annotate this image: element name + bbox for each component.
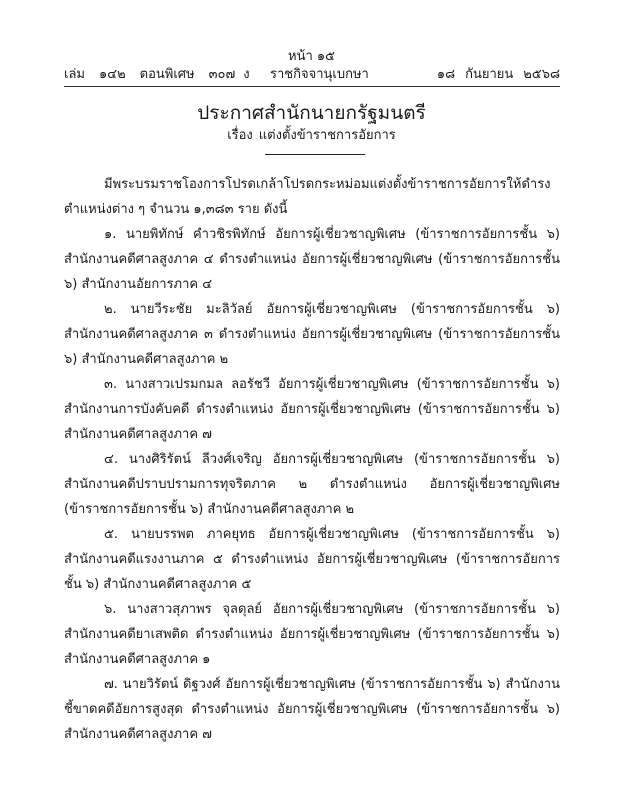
appointment-entry bbox=[64, 297, 560, 372]
publication-date bbox=[427, 66, 560, 84]
section-number: ๓๐๗ bbox=[208, 67, 236, 82]
document-body bbox=[64, 172, 560, 747]
entry-number: ๖. bbox=[104, 602, 117, 617]
volume-number: ๑๔๒ bbox=[98, 67, 126, 82]
subject-text: แต่งตั้งข้าราชการอัยการ bbox=[258, 128, 396, 143]
gazette-running-header bbox=[64, 66, 560, 87]
document-subject bbox=[0, 127, 623, 145]
entry-text: นางสาวเปรมกมล ลอรัชวี อัยการผู้เชี่ยวชาญพิเศษ (ข้าราชการอัยการชั้น ๖) สำนักงานการบังคับคดี ดำรงตำแหน่ง อัยการผู้เชี่ยวชาญพิเศษ (ข้าราชการอัยการชั้น ๖) สำนักงานคดีศาลสูงภาค ๗ bbox=[64, 377, 560, 442]
subject-label: เรื่อง bbox=[227, 128, 253, 143]
appointment-entry bbox=[64, 447, 560, 522]
title-divider bbox=[265, 154, 365, 155]
volume-label: เล่ม bbox=[64, 67, 85, 82]
page-number: หน้า ๑๕ bbox=[288, 49, 335, 64]
entry-text: นางสาวสุภาพร จุลดุลย์ อัยการผู้เชี่ยวชาญพิเศษ (ข้าราชการอัยการชั้น ๖) สำนักงานคดียาเสพติด ดำรงตำแหน่ง อัยการผู้เชี่ยวชาญพิเศษ (ข้าราชการอัยการชั้น ๖) สำนักงานคดีศาลสูงภาค ๑ bbox=[64, 602, 560, 667]
entry-text: นายวิรัตน์ ดิฐวงศ์ อัยการผู้เชี่ยวชาญพิเศษ (ข้าราชการอัยการชั้น ๖) สำนักงานชี้ขาดคดีอัยการสูงสุด ดำรงตำแหน่ง อัยการผู้เชี่ยวชาญพิเศษ (ข้าราชการอัยการชั้น ๖) สำนักงานคดีศาลสูงภาค ๗ bbox=[64, 677, 560, 742]
date-day: ๑๘ bbox=[436, 67, 456, 82]
entry-text: นายพิทักษ์ คำวชิรพิทักษ์ อัยการผู้เชี่ยวชาญพิเศษ (ข้าราชการอัยการชั้น ๖) สำนักงานคดีศาลสูงภาค ๔ ดำรงตำแหน่ง อัยการผู้เชี่ยวชาญพิเศษ (ข้าราชการอัยการชั้น ๖) สำนักงานอัยการภาค ๔ bbox=[64, 227, 560, 292]
entry-number: ๕. bbox=[104, 527, 118, 542]
appointment-entry bbox=[64, 597, 560, 672]
appointment-entry bbox=[64, 372, 560, 447]
entry-text: นายวีระชัย มะลิวัลย์ อัยการผู้เชี่ยวชาญพิเศษ (ข้าราชการอัยการชั้น ๖) สำนักงานคดีศาลสูงภาค ๓ ดำรงตำแหน่ง อัยการผู้เชี่ยวชาญพิเศษ (ข้าราชการอัยการชั้น ๖) สำนักงานคดีศาลสูงภาค ๒ bbox=[64, 302, 560, 367]
section-label: ตอนพิเศษ bbox=[139, 67, 195, 82]
publication-name: ราชกิจจานุเบกษา bbox=[270, 67, 369, 82]
appointment-entry bbox=[64, 522, 560, 597]
entry-number: ๔. bbox=[104, 452, 118, 467]
appointment-entry bbox=[64, 672, 560, 747]
entry-text: นายบรรพต ภาคยุทธ อัยการผู้เชี่ยวชาญพิเศษ (ข้าราชการอัยการชั้น ๖) สำนักงานคดีแรงงานภาค ๕ ดำรงตำแหน่ง อัยการผู้เชี่ยวชาญพิเศษ (ข้าราชการอัยการชั้น ๖) สำนักงานคดีศาลสูงภาค ๕ bbox=[64, 527, 560, 592]
document-title: ประกาศสำนักนายกรัฐมนตรี bbox=[197, 102, 426, 124]
volume-info bbox=[64, 66, 264, 84]
intro-paragraph: มีพระบรมราชโองการโปรดเกล้าโปรดกระหม่อมแต่งตั้งข้าราชการอัยการให้ดำรงตำแหน่งต่าง ๆ จำนวน ๑,๓๘๓ ราย ดังนี้ bbox=[64, 177, 551, 217]
entry-number: ๓. bbox=[104, 377, 118, 392]
date-year: ๒๕๖๘ bbox=[523, 67, 560, 82]
entry-number: ๑. bbox=[104, 227, 117, 242]
date-month: กันยายน bbox=[465, 67, 514, 82]
entry-number: ๒. bbox=[104, 302, 117, 317]
section-suffix: ง bbox=[243, 67, 250, 82]
appointment-entry bbox=[64, 222, 560, 297]
entry-text: นางศิริรัตน์ ลีวงศ์เจริญ อัยการผู้เชี่ยวชาญพิเศษ (ข้าราชการอัยการชั้น ๖) สำนักงานคดีปราบปรามการทุจริตภาค ๒ ดำรงตำแหน่ง อัยการผู้เชี่ยวชาญพิเศษ (ข้าราชการอัยการชั้น ๖) สำนักงานคดีศาลสูงภาค ๒ bbox=[64, 452, 560, 517]
entry-number: ๗. bbox=[104, 677, 118, 692]
